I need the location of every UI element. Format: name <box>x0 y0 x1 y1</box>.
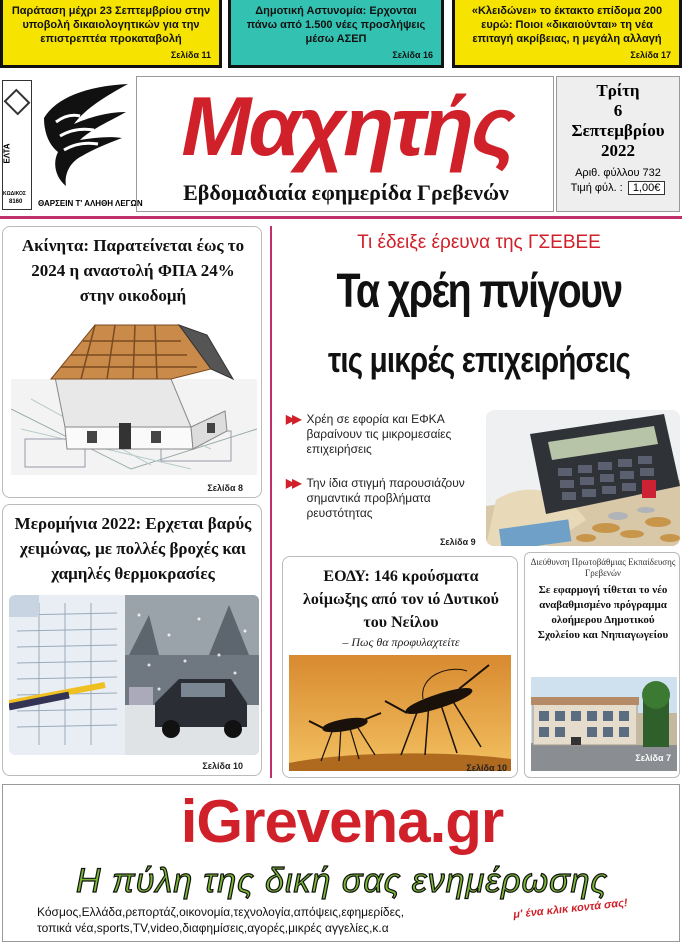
story-eody[interactable] <box>282 556 518 778</box>
headline: Σε εφαρμογή τίθεται το νέο αναβαθμισμένο πρόγραμμα ολοήμερου Δημοτικού Σχολείου και Νηπιαγωγείου <box>537 584 669 641</box>
teaser-tax-deadline[interactable] <box>0 0 222 68</box>
page-ref: Σελίδα 10 <box>466 763 507 773</box>
main-headline-line-2: τις μικρές επιχειρήσεις <box>327 339 630 380</box>
newspaper-subtitle: Εβδομαδιαία εφημερίδα Γρεβενών <box>183 180 509 205</box>
elta-mark-icon <box>4 89 31 116</box>
calculator-image <box>486 410 680 546</box>
issue-number: Αριθ. φύλλου 732 <box>575 167 661 179</box>
double-arrow-icon: ▶▶ <box>286 476 299 490</box>
story-school[interactable] <box>524 552 680 778</box>
headline: Ακίνητα: Παρατείνεται έως το 2024 η αναστολή ΦΠΑ 24% στην οικοδομή <box>21 236 245 305</box>
subhead: – Πως θα προφυλαχτείτε <box>342 635 460 649</box>
headline: ΕΟΔΥ: 146 κρούσματα λοίμωξης από τον ιό Δυτικού του Νείλου <box>303 568 499 631</box>
story-weather[interactable] <box>2 504 262 776</box>
main-headline-line-1: Τα χρέη πνίγουν <box>336 265 622 318</box>
mosquito-image <box>289 655 511 771</box>
masthead-rule <box>0 216 682 219</box>
eagle-logo-icon <box>36 78 134 196</box>
price-label: Τιμή φύλ. : <box>570 182 623 194</box>
motto: ΘΑΡΣΕΙΝ Τ' ΑΛΗΘΗ ΛΕΓΩΝ <box>38 199 143 208</box>
bullet-item <box>286 476 486 521</box>
teaser-allowance[interactable] <box>452 0 682 68</box>
newspaper-title: Μαχητής <box>181 79 513 173</box>
teaser-text: Δημοτική Αστυνομία: Ερχονται πάνω από 1.500 νέες προσλήψεις μέσω ΑΣΕΠ <box>246 5 426 45</box>
story-vat[interactable] <box>2 226 262 498</box>
page-ref: Σελίδα 11 <box>170 50 211 60</box>
page-ref: Σελίδα 8 <box>207 483 243 493</box>
teaser-text: «Κλειδώνει» το έκτακτο επίδομα 200 ευρώ: Ποιοι «δικαιούνται» τη νέα επιταγή ακρίβειας, η μεγάλη αλλαγή <box>471 5 663 45</box>
page-ref: Σελίδα 17 <box>630 50 671 60</box>
code-number: 8160 <box>9 199 23 205</box>
column-divider <box>270 226 272 778</box>
page-ref: Σελίδα 7 <box>635 753 671 763</box>
code-label: ΚΩΔΙΚΟΣ <box>3 191 26 197</box>
page-ref: Σελίδα 10 <box>202 761 243 771</box>
page-ref: Σελίδα 16 <box>392 50 433 60</box>
bullet-item <box>286 412 486 457</box>
double-arrow-icon: ▶▶ <box>286 412 299 426</box>
elta-stamp <box>2 80 32 210</box>
source-label: Διεύθυνση Πρωτοβάθμιας Εκπαίδευσης Γρεβενών <box>530 557 676 578</box>
ad-slogan: Η πύλη της δική σας ενημέρωσης <box>76 862 608 900</box>
igrevena-ad[interactable] <box>2 784 680 942</box>
bullet-text: Την ίδια στιγμή παρουσιάζουν σημαντικά προβλήματα ρευστότητας <box>306 476 465 520</box>
teaser-municipal-police[interactable] <box>228 0 444 68</box>
weather-image <box>9 595 259 755</box>
ad-tagline: μ' ένα κλικ κοντά σας! <box>512 897 629 921</box>
page-ref: Σελίδα 9 <box>440 537 476 547</box>
price-value: 1,00€ <box>628 181 666 195</box>
ad-brand: iGrevena.gr <box>180 788 504 855</box>
price-row <box>557 182 679 194</box>
elta-label: ΕΛΤΑ <box>2 143 12 164</box>
teaser-text: Παράταση μέχρι 23 Σεπτεμβρίου στην υποβολή δικαιολογητικών για την επιστρεπτέα προκαταβολή <box>11 5 211 45</box>
issue-month: Σεπτεμβρίου <box>571 121 665 140</box>
bullet-text: Χρέη σε εφορία και ΕΦΚΑ βαραίνουν τις μικρομεσαίες επιχειρήσεις <box>306 412 452 456</box>
kicker: Τι έδειξε έρευνα της ΓΣΕΒΕΕ <box>357 232 601 253</box>
ad-categories-line-2: τοπικά νέα,sports,TV,video,διαφημίσεις,αγορές,μικρές αγγελίες,κ.α <box>37 921 389 935</box>
masthead <box>0 72 682 214</box>
ad-categories-line-1: Κόσμος,Ελλάδα,ρεπορτάζ,οικονομία,τεχνολογία,απόψεις,εφημερίδες, <box>37 905 405 919</box>
issue-year: 2022 <box>601 141 635 160</box>
issue-date-number: 6 <box>613 101 623 120</box>
headline: Μερομήνια 2022: Ερχεται βαρύς χειμώνας, με πολλές βροχές και χαμηλές θερμοκρασίες <box>14 514 252 583</box>
date-box <box>556 76 680 212</box>
issue-day: Τρίτη <box>596 81 640 100</box>
house-blueprint-image <box>11 319 257 475</box>
